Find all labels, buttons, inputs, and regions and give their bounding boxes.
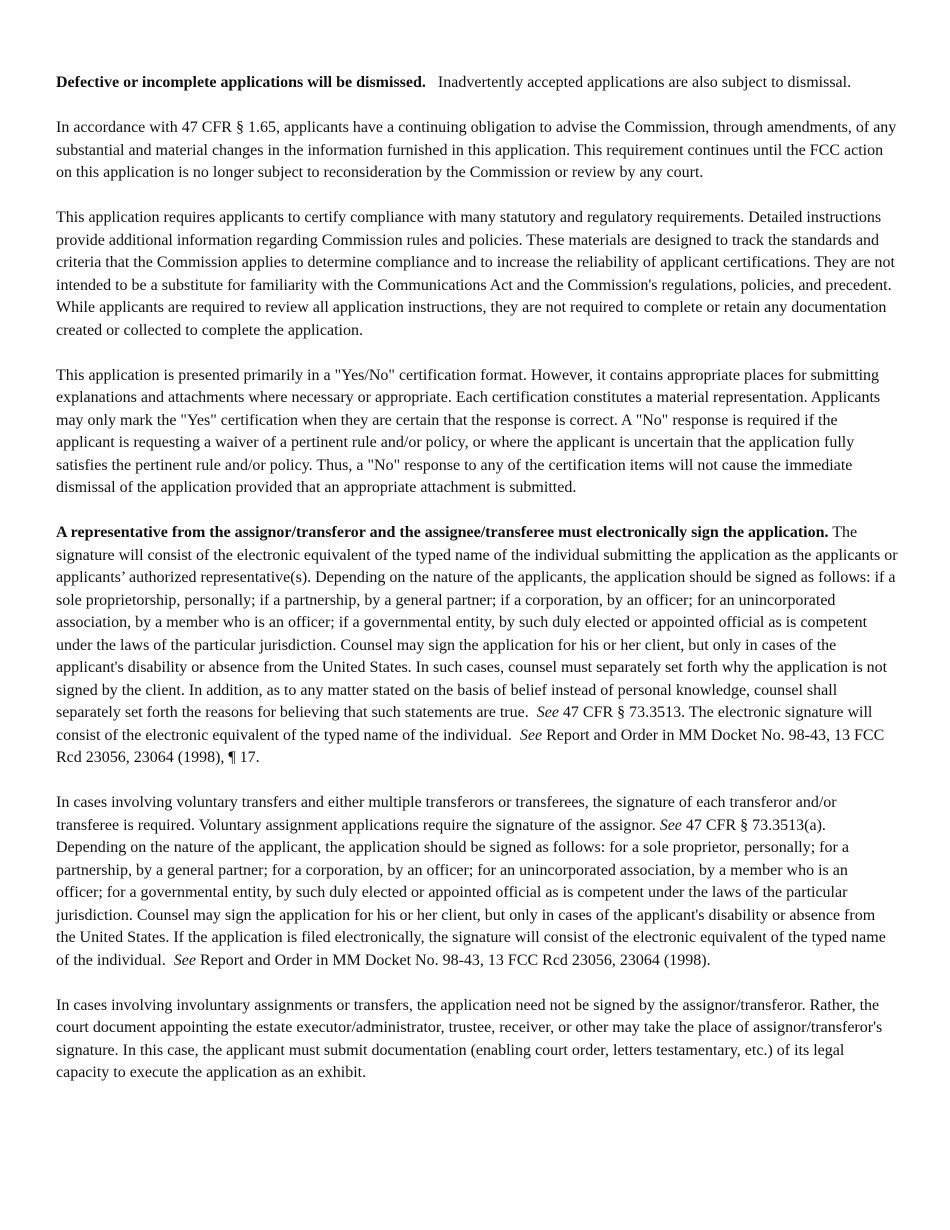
voluntary-transfers-text-3: Report and Order in MM Docket No. 98-43, 13 FCC Rcd 23056, 23064 (1998). <box>199 951 711 969</box>
see-citation-2: See <box>519 726 543 744</box>
paragraph-yes-no-format <box>56 365 898 500</box>
certification-compliance-text: This application requires applicants to certify compliance with many statutory and regulatory requirements. Detailed instructions provide additional information regarding Commission rules and policies. These materials are designed to track the standards and criteria that the Commission applies to determine compliance and to increase the reliability of applicant certifications. They are not intended to be a substitute for familiarity with the Communications Act and the Commission's regulations, policies, and precedent. While applicants are required to review all application instructions, they are not required to complete or retain any documentation created or collected to complete the application. <box>56 209 895 339</box>
dismissal-heading: Defective or incomplete applications will be dismissed. <box>56 74 426 91</box>
electronic-signature-text-3: Report and Order in MM Docket No. 98-43, 13 FCC Rcd 23056, 23064 (1998), ¶ 17. <box>56 726 885 766</box>
voluntary-transfers-text-2: 47 CFR § 73.3513(a). Depending on the nature of the applicant, the application should be signed as follows: for a sole proprietor, personally; for a partnership, by a general partner; for a corporation, by an officer; for an unincorporated association, by a member who is an officer; for a governmental entity, by such duly elected or appointed official as is competent under the laws of the particular jurisdiction. Counsel may sign the application for his or her client, but only in cases of the applicant's disability or absence from the United States. If the application is filed electronically, the signature will consist of the electronic equivalent of the typed name of the individual. <box>56 816 886 969</box>
involuntary-assignments-text: In cases involving involuntary assignments or transfers, the application need not be signed by the assignor/transferor. Rather, the court document appointing the estate executor/administrator, trustee, receiver, or other may take the place of assignor/transferor's signature. In this case, the applicant must submit documentation (enabling court order, letters testamentary, etc.) of its legal capacity to execute the application as an exhibit. <box>56 996 883 1081</box>
paragraph-certification-compliance <box>56 207 898 342</box>
electronic-signature-heading: A representative from the assignor/transferor and the assignee/transferee must electronically sign the application. <box>56 524 829 541</box>
paragraph-continuing-obligation <box>56 117 898 185</box>
paragraph-dismissal <box>56 72 898 95</box>
paragraph-electronic-signature <box>56 522 898 770</box>
voluntary-transfers-text-1: In cases involving voluntary transfers and either multiple transferors or transferees, the signature of each transferor and/or transferee is required. Voluntary assignment applications require the signature of the assignor. <box>56 794 837 834</box>
see-citation-3: See <box>659 816 682 834</box>
electronic-signature-text-2: 47 CFR § 73.3513. The electronic signature will consist of the electronic equivalent of the typed name of the individual. <box>56 704 873 744</box>
dismissal-text: Inadvertently accepted applications are also subject to dismissal. <box>437 74 852 91</box>
continuing-obligation-text: In accordance with 47 CFR § 1.65, applicants have a continuing obligation to advise the Commission, through amendments, of any substantial and material changes in the information furnished in this application. This requirement continues until the FCC action on this application is no longer subject to reconsideration by the Commission or review by any court. <box>56 119 897 181</box>
electronic-signature-text-1: The signature will consist of the electronic equivalent of the typed name of the individual submitting the application as the applicants or applicants’ authorized representative(s). Depending on the nature of the applicants, the application should be signed as follows: if a sole proprietorship, personally; if a partnership, by a general partner; if a corporation, by an officer; for an unincorporated association, by a member who is an officer; if a governmental entity, by such duly elected or appointed official as is competent under the laws of the particular jurisdiction. Counsel may sign the application for his or her client, but only in cases of the applicant's disability or absence from the United States. In such cases, counsel must separately set forth why the application is not signed by the client. In addition, as to any matter stated on the basis of belief instead of personal knowledge, counsel shall separately set forth the reasons for believing that such statements are true. <box>56 524 898 721</box>
document-page <box>56 72 898 1085</box>
paragraph-involuntary-assignments <box>56 995 898 1085</box>
yes-no-format-text: This application is presented primarily in a "Yes/No" certification format. However, it contains appropriate places for submitting explanations and attachments where necessary or appropriate. Each certification constitutes a material representation. Applicants may only mark the "Yes" certification when they are certain that the response is correct. A "No" response is required if the applicant is requesting a waiver of a pertinent rule and/or policy, or where the applicant is uncertain that the application fully satisfies the pertinent rule and/or policy. Thus, a "No" response to any of the certification items will not cause the immediate dismissal of the application provided that an appropriate attachment is submitted. <box>56 366 881 496</box>
paragraph-voluntary-transfers <box>56 792 898 972</box>
see-citation-1: See <box>536 704 559 721</box>
see-citation-4: See <box>173 951 196 969</box>
